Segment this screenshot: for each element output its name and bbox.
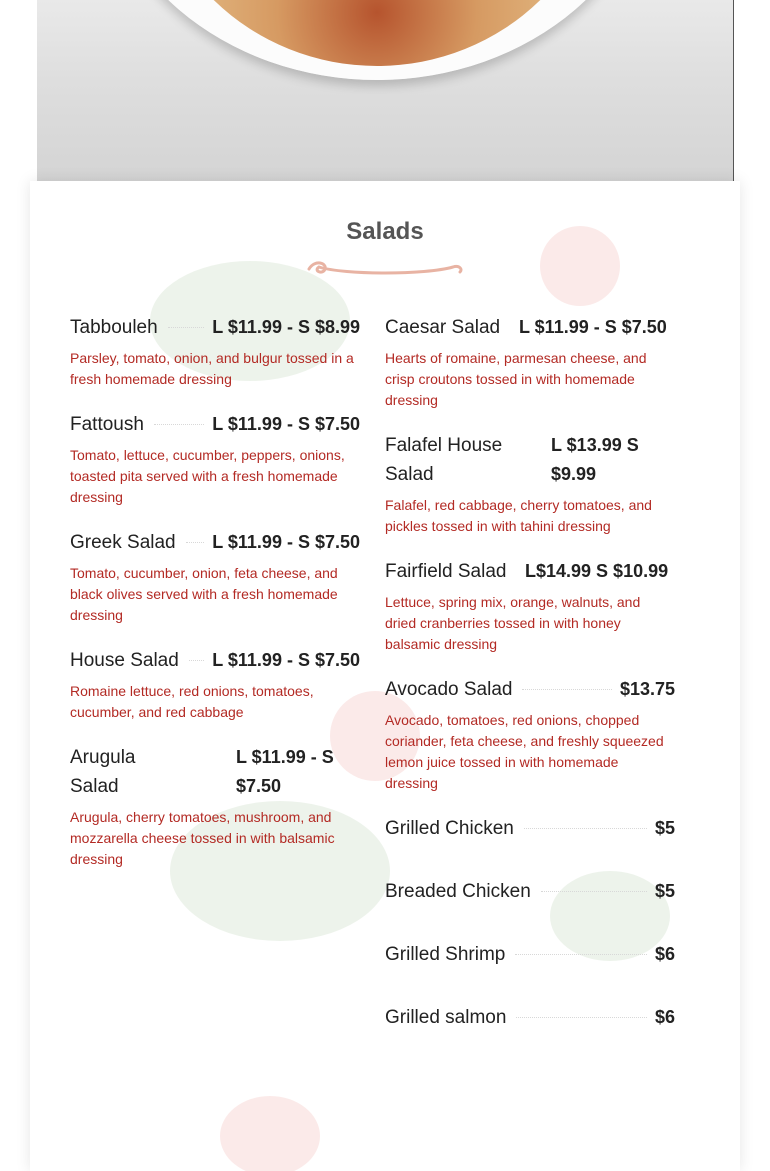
right-menu-column	[385, 313, 675, 1032]
leader-dots	[168, 327, 205, 328]
item-price: L$14.99 S $10.99	[525, 561, 669, 581]
menu-item	[70, 410, 360, 508]
item-price: L $11.99 - S $7.50	[212, 650, 360, 670]
item-description: Hearts of romaine, parmesan cheese, and crisp croutons tossed in with homemade dressing	[385, 350, 647, 408]
addon-item	[385, 1003, 675, 1032]
leader-dots	[522, 689, 611, 690]
swirl-divider	[305, 257, 465, 279]
menu-item	[385, 313, 675, 411]
leader-dots	[515, 954, 647, 955]
leader-dots	[154, 424, 204, 425]
item-description: Falafel, red cabbage, cherry tomatoes, and pickles tossed in with tahini dressing	[385, 497, 652, 534]
addon-price: $5	[654, 818, 675, 838]
item-name: Falafel House Salad	[385, 435, 503, 485]
left-menu-column	[70, 313, 360, 890]
section-title: Salads	[346, 218, 424, 245]
addon-name: Grilled salmon	[385, 1007, 507, 1028]
addon-item	[385, 940, 675, 969]
leader-dots	[524, 828, 647, 829]
item-name: Avocado Salad	[385, 679, 513, 700]
item-price: L $11.99 - S $8.99	[212, 317, 360, 337]
item-description: Tomato, lettuce, cucumber, peppers, onions, toasted pita served with a fresh homemade dressing	[70, 447, 345, 505]
item-description: Parsley, tomato, onion, and bulgur tossed in a fresh homemade dressing	[70, 350, 354, 387]
addon-price: $6	[654, 944, 675, 964]
item-price: L $13.99 S $9.99	[551, 435, 639, 484]
menu-item	[70, 743, 360, 870]
addon-name: Grilled Shrimp	[385, 944, 506, 965]
item-description: Arugula, cherry tomatoes, mushroom, and mozzarella cheese tossed in with balsamic dressing	[70, 809, 335, 867]
item-description: Romaine lettuce, red onions, tomatoes, cucumber, and red cabbage	[70, 683, 314, 720]
item-name: Arugula Salad	[70, 747, 136, 797]
item-name: Greek Salad	[70, 532, 176, 553]
item-description: Lettuce, spring mix, orange, walnuts, and dried cranberries tossed in with honey balsamic dressing	[385, 594, 641, 652]
addon-name: Grilled Chicken	[385, 818, 514, 839]
item-price: L $11.99 - S $7.50	[519, 317, 667, 337]
menu-item	[385, 675, 675, 794]
item-price: L $11.99 - S $7.50	[212, 414, 360, 434]
item-name: Tabbouleh	[70, 317, 158, 338]
menu-card	[30, 181, 740, 1171]
leader-dots	[186, 542, 205, 543]
item-price: $13.75	[619, 679, 675, 699]
menu-item	[70, 646, 360, 723]
item-description: Avocado, tomatoes, red onions, chopped coriander, feta cheese, and freshly squeezed lemon juice tossed in with homemade dressing	[385, 712, 664, 791]
addon-item	[385, 877, 675, 906]
leader-dots	[516, 1017, 647, 1018]
item-name: House Salad	[70, 650, 179, 671]
item-price: L $11.99 - S $7.50	[236, 747, 334, 796]
addon-item	[385, 814, 675, 843]
item-name: Caesar Salad	[385, 317, 501, 338]
menu-item	[385, 557, 675, 655]
addon-price: $6	[654, 1007, 675, 1027]
menu-item	[70, 528, 360, 626]
addon-price: $5	[654, 881, 675, 901]
menu-item	[70, 313, 360, 390]
menu-item	[385, 431, 675, 537]
tomato-decoration	[220, 1096, 320, 1171]
item-price: L $11.99 - S $7.50	[212, 532, 360, 552]
item-name: Fairfield Salad	[385, 561, 507, 582]
item-description: Tomato, cucumber, onion, feta cheese, and black olives served with a fresh homemade dressing	[70, 565, 338, 623]
item-name: Fattoush	[70, 414, 144, 435]
leader-dots	[541, 891, 647, 892]
addon-name: Breaded Chicken	[385, 881, 531, 902]
leader-dots	[189, 660, 204, 661]
hero-image	[37, 0, 734, 182]
